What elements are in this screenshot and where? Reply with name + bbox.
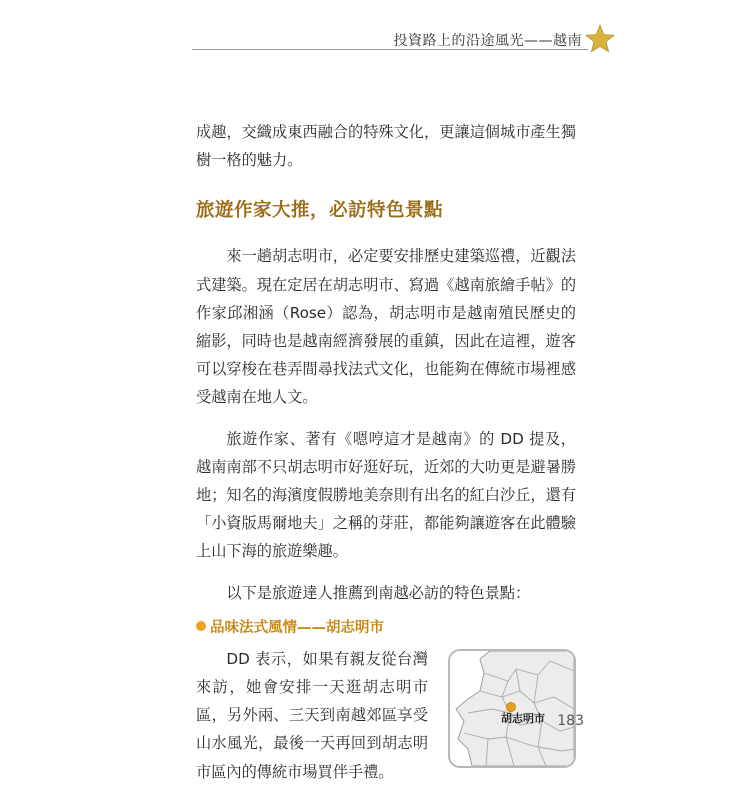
bullet-dot-icon: [196, 621, 206, 631]
body-paragraph: DD 表示，如果有親友從台灣來訪，她會安排一天逛胡志明市區，另外兩、三天到南越郊區享受山水風光，最後一天再回到胡志明市區內的傳統市場買伴手禮。: [196, 649, 428, 781]
intro-paragraph: 成趣，交織成東西融合的特殊文化，更讓這個城市產生獨樹一格的魅力。: [196, 123, 576, 170]
main-content: [196, 118, 576, 786]
map-label: 胡志明市: [501, 711, 545, 725]
section-heading: 旅遊作家大推，必訪特色景點: [196, 200, 444, 222]
subheading: [196, 616, 576, 637]
page-number: 183: [557, 713, 584, 729]
body-paragraph: 來一趟胡志明市，必定要安排歷史建築巡禮，近觀法式建築。現在定居在胡志明市、寫過《越南旅繪手帖》的作家邱湘涵（Rose）認為，胡志明市是越南殖民歷史的縮影，同時也是越南經濟發展的重鎮，因此在這裡，遊客可以穿梭在巷弄間尋找法式文化，也能夠在傳統市場裡感受越南在地人文。: [196, 247, 576, 407]
subheading-text: 品味法式風情——胡志明市: [210, 619, 384, 636]
star-icon: [585, 24, 615, 54]
map-drawing: [450, 651, 574, 766]
body-paragraph: 旅遊作家、著有《嗯哼這才是越南》的 DD 提及，越南南部不只胡志明市好逛好玩，近郊的大叻更是避暑勝地；知名的海濱度假勝地美奈則有出名的紅白沙丘，還有「小資版馬爾地夫」之稱的芽莊，都能夠讓遊客在此體驗上山下海的旅遊樂趣。: [196, 429, 576, 561]
body-paragraph: 以下是旅遊達人推薦到南越必訪的特色景點：: [226, 583, 531, 602]
running-head: 投資路上的沿途風光——越南: [393, 33, 582, 49]
